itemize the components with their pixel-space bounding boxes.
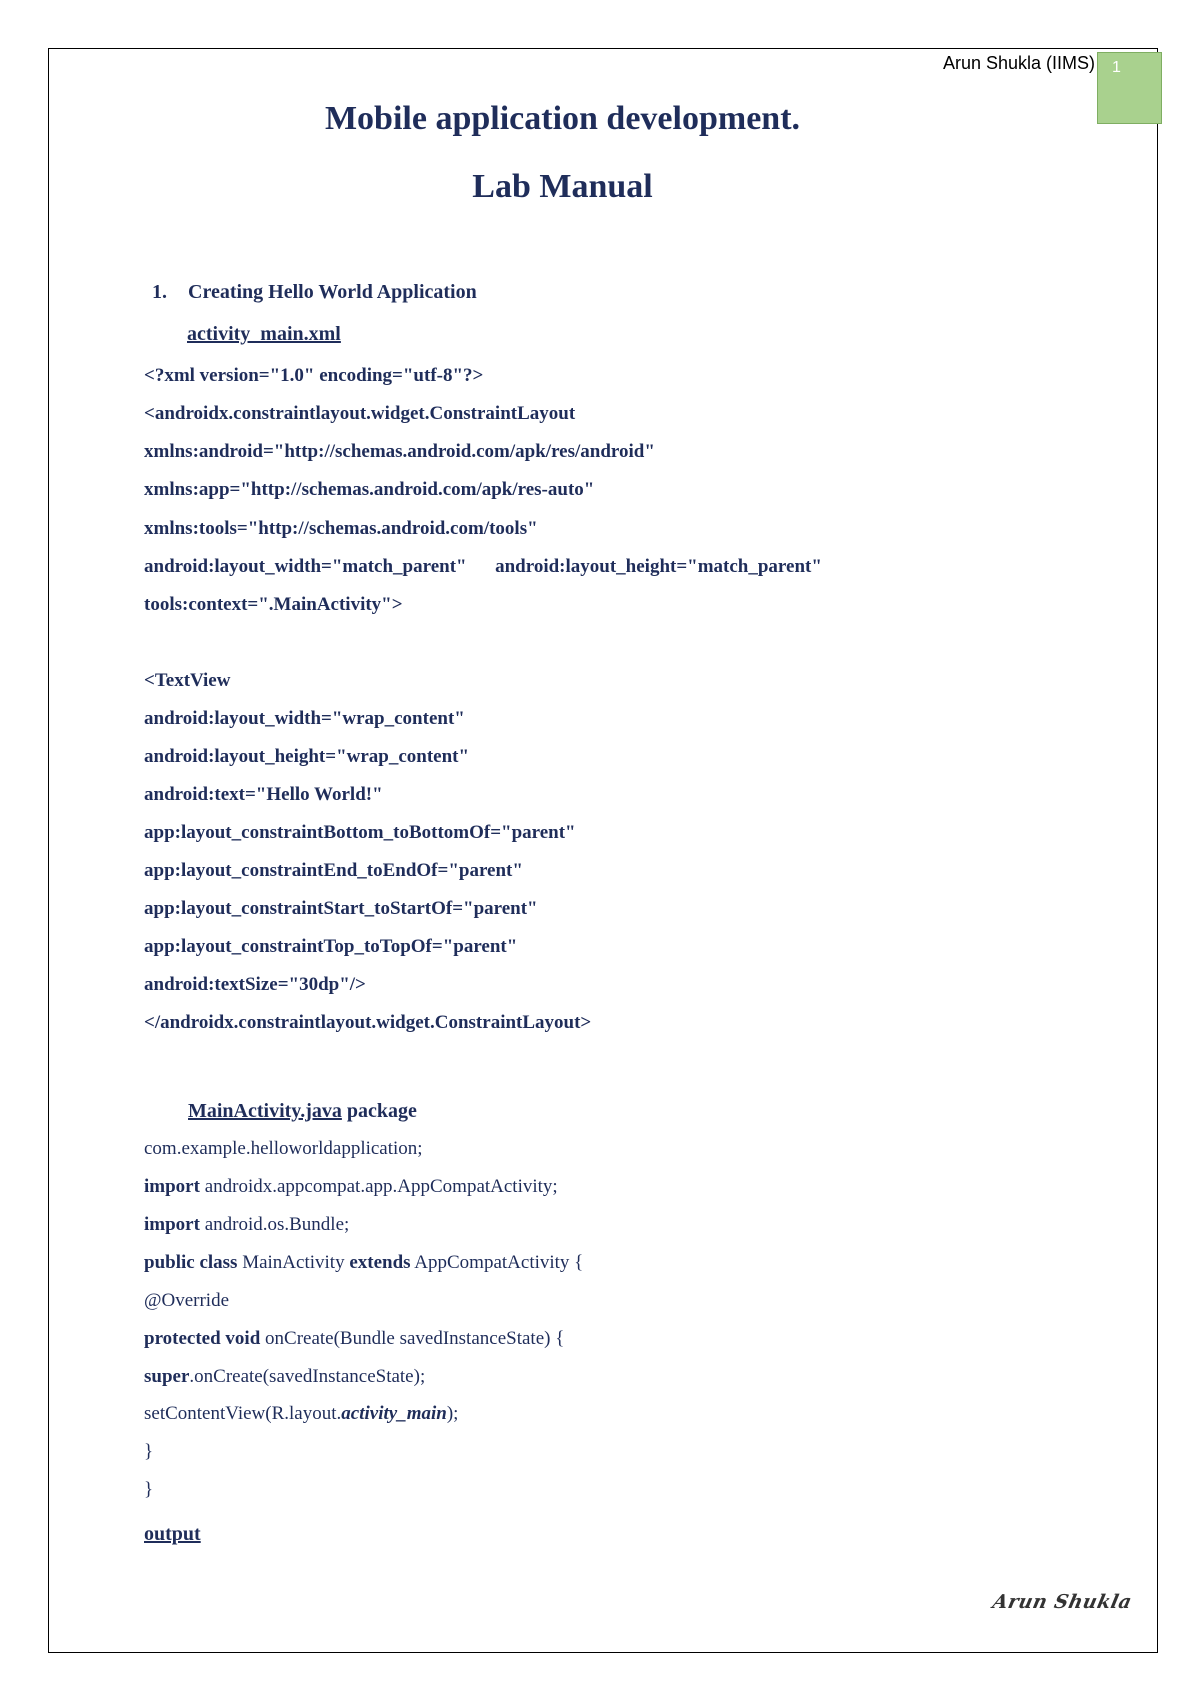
code-line: import android.os.Bundle; [144,1214,350,1235]
code-line: <androidx.constraintlayout.widget.ConstraintLayout [144,403,576,424]
code-line: app:layout_constraintEnd_toEndOf="parent" [144,860,523,881]
code-line: com.example.helloworldapplication; [144,1138,423,1159]
code-line: <TextView [144,670,231,691]
code-line: android:layout_height="wrap_content" [144,746,470,767]
code-line: } [144,1441,154,1462]
header-author: Arun Shukla (IIMS) [942,53,1095,73]
code-line: </androidx.constraintlayout.widget.ConstraintLayout> [144,1012,592,1033]
java-package-keyword: package [341,1100,417,1122]
code-line: @Override [144,1290,230,1311]
output-label: output [144,1523,201,1545]
section-number: 1. [152,281,167,303]
section-heading: Creating Hello World Application [188,281,477,303]
code-line: } [144,1479,154,1500]
code-line: protected void onCreate(Bundle savedInstanceState) { [144,1328,565,1349]
code-line: super.onCreate(savedInstanceState); [144,1366,426,1387]
code-line: xmlns:tools="http://schemas.android.com/tools" [144,518,538,539]
document-title: Mobile application development. [324,100,801,137]
xml-file-name: activity_main.xml [187,323,341,345]
code-line: <?xml version="1.0" encoding="utf-8"?> [144,365,484,386]
code-line: tools:context=".MainActivity"> [144,594,403,615]
code-line: app:layout_constraintStart_toStartOf="parent" [144,898,538,919]
code-line: app:layout_constraintBottom_toBottomOf="parent" [144,822,576,843]
code-line: xmlns:android="http://schemas.android.com/apk/res/android" [144,441,655,462]
signature: Arun Shukla [990,1591,1134,1613]
code-line: android:textSize="30dp"/> [144,974,366,995]
java-file-name: MainActivity.java [188,1100,342,1122]
code-line: android:layout_width="match_parent" android:layout_height="match_parent" [144,556,822,577]
document-subtitle: Lab Manual [472,168,653,205]
code-line: app:layout_constraintTop_toTopOf="parent" [144,936,518,957]
page-number: 1 [1112,59,1121,76]
code-line: import androidx.appcompat.app.AppCompatActivity; [144,1176,558,1197]
code-line: android:text="Hello World!" [144,784,383,805]
code-line: xmlns:app="http://schemas.android.com/apk/res-auto" [144,479,595,500]
code-line: android:layout_width="wrap_content" [144,708,465,729]
code-line: public class MainActivity extends AppCompatActivity { [144,1252,584,1273]
code-line: setContentView(R.layout.activity_main); [144,1403,459,1424]
java-file-heading [188,1100,417,1123]
